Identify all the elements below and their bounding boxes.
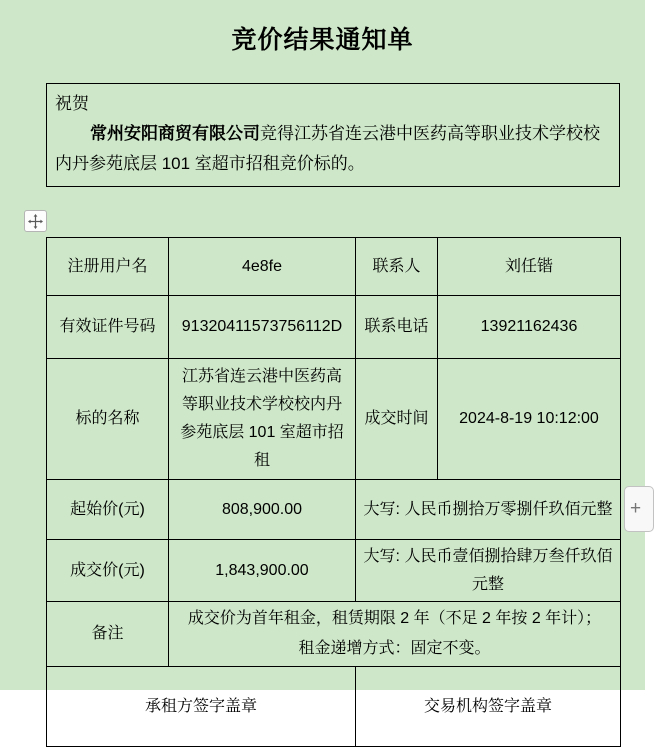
start-price-label: 起始价(元) <box>47 480 169 540</box>
table-row <box>47 480 621 540</box>
phone-value: 13921162436 <box>438 296 621 359</box>
bidding-result-table <box>46 237 621 747</box>
greeting-box <box>46 83 620 187</box>
greeting-salutation: 祝贺 <box>55 94 89 113</box>
subject-value: 江苏省连云港中医药高等职业技术学校校内丹参苑底层 101 室超市招租 <box>169 359 356 480</box>
table-row <box>47 667 621 747</box>
contact-value: 刘任锴 <box>438 238 621 296</box>
add-button[interactable] <box>624 486 654 532</box>
table-row <box>47 359 621 480</box>
deal-price-capital: 大写: 人民币壹佰捌拾肆万叁仟玖佰元整 <box>356 540 621 602</box>
start-price-capital: 大写: 人民币捌拾万零捌仟玖佰元整 <box>356 480 621 540</box>
greeting-paragraph <box>55 119 611 179</box>
remark-label: 备注 <box>47 602 169 667</box>
registered-user-value: 4e8fe <box>169 238 356 296</box>
deal-price-label: 成交价(元) <box>47 540 169 602</box>
deal-price-value: 1,843,900.00 <box>169 540 356 602</box>
start-price-value: 808,900.00 <box>169 480 356 540</box>
winner-company-name: 常州安阳商贸有限公司 <box>90 124 260 143</box>
deal-time-label: 成交时间 <box>356 359 438 480</box>
deal-time-value: 2024-8-19 10:12:00 <box>438 359 621 480</box>
certificate-value: 91320411573756112D <box>169 296 356 359</box>
table-row <box>47 602 621 667</box>
certificate-label: 有效证件号码 <box>47 296 169 359</box>
page-title: 竞价结果通知单 <box>231 26 414 54</box>
table-row <box>47 238 621 296</box>
greeting-body: 竞得江苏省连云港中医药高等职业技术学校校内丹参苑底层 101 室超市招租竞价标的。 <box>55 124 600 173</box>
table-row <box>47 296 621 359</box>
agency-signature-cell: 交易机构签字盖章 <box>356 667 621 747</box>
remark-line-2: 租金递增方式：固定不变。 <box>298 640 491 657</box>
table-move-handle[interactable] <box>24 210 47 232</box>
remark-line-1: 成交价为首年租金，租赁期限 2 年（不足 2 年按 2 年计）； <box>187 610 602 627</box>
contact-label: 联系人 <box>356 238 438 296</box>
subject-label: 标的名称 <box>47 359 169 480</box>
plus-icon: + <box>630 498 642 519</box>
remark-value <box>169 602 621 667</box>
lessee-signature-cell: 承租方签字盖章 <box>47 667 356 747</box>
move-arrows-icon <box>28 214 43 229</box>
registered-user-label: 注册用户名 <box>47 238 169 296</box>
phone-label: 联系电话 <box>356 296 438 359</box>
table-row <box>47 540 621 602</box>
